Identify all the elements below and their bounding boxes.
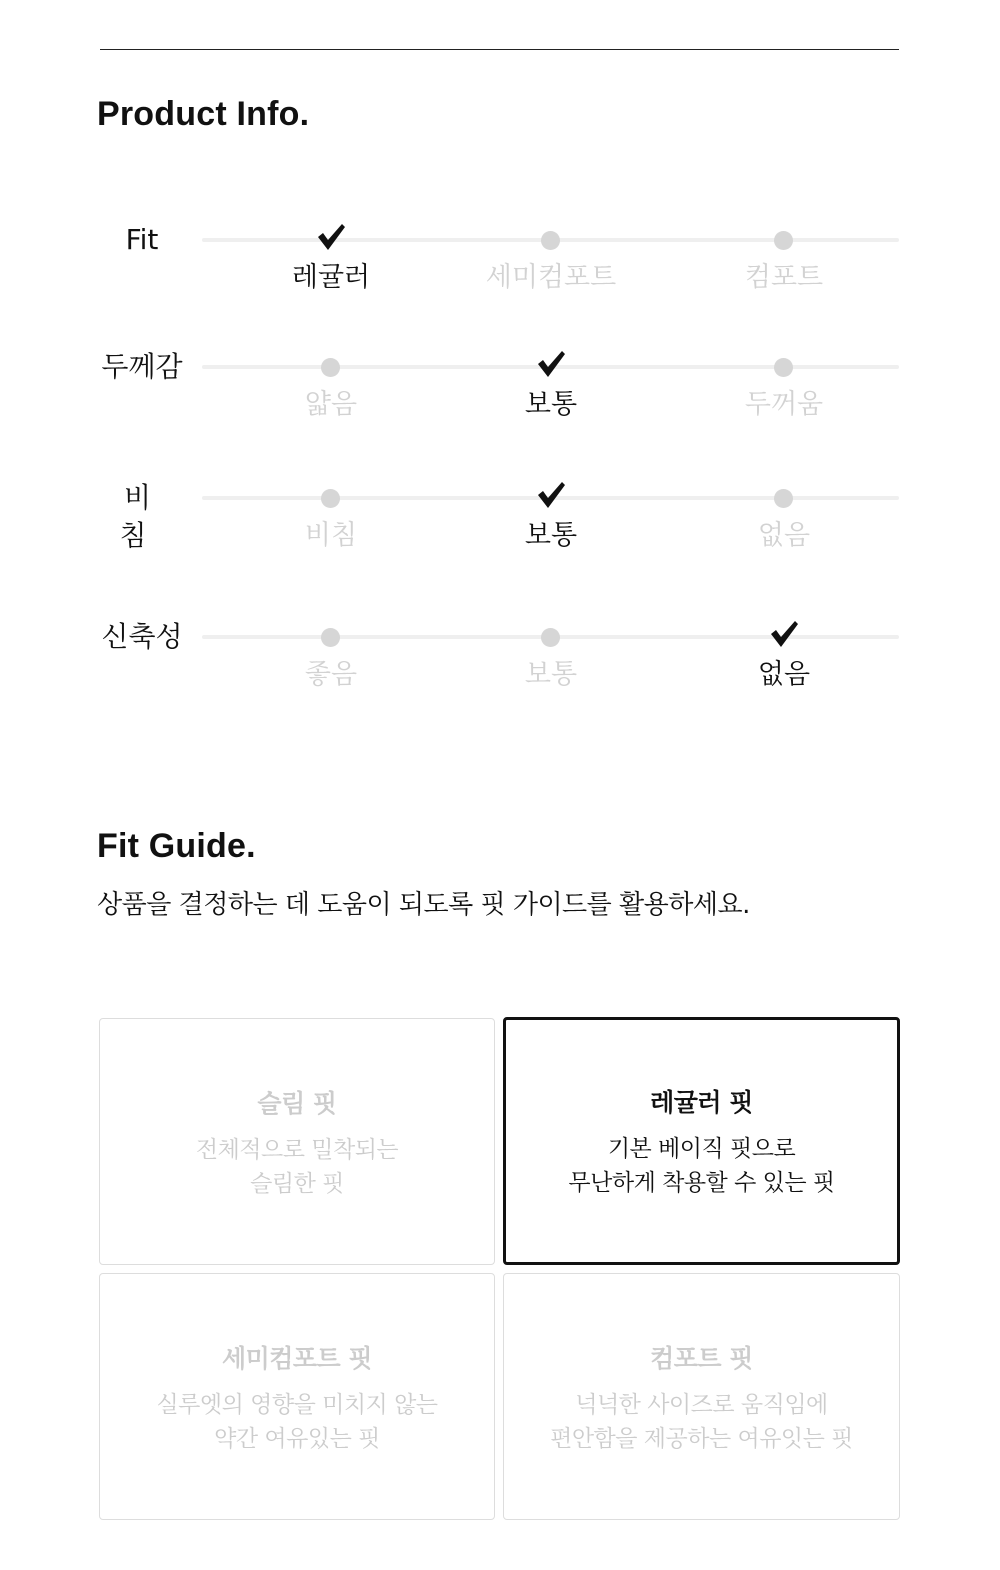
scale-option <box>231 367 431 447</box>
option-label: 컴포트 <box>744 262 824 293</box>
dot-icon <box>774 358 793 377</box>
check-icon <box>535 349 567 379</box>
option-label: 보통 <box>524 659 578 690</box>
fit-card-description-line: 슬림한 핏 <box>250 1171 344 1197</box>
fit-card-description-line: 넉넉한 사이즈로 움직임에 <box>575 1392 828 1418</box>
fit-card-description <box>506 1132 897 1200</box>
option-label: 비침 <box>304 520 358 551</box>
fit-card-slim[interactable] <box>99 1018 495 1265</box>
option-label: 세미컴포트 <box>485 262 617 293</box>
scale-option <box>684 240 884 320</box>
fit-guide-title: Fit Guide. <box>97 827 256 865</box>
fit-card-title: 레귤러 핏 <box>650 1088 753 1117</box>
option-label: 보통 <box>524 520 578 551</box>
scale-option <box>684 498 884 578</box>
scale-option <box>451 637 651 717</box>
dot-icon <box>321 489 340 508</box>
fit-card-semi-comfort[interactable] <box>99 1273 495 1520</box>
attribute-row-transparency <box>0 481 1000 578</box>
scale-option <box>231 498 431 578</box>
fit-card-description-line: 실루엣의 영향을 미치지 않는 <box>156 1392 438 1418</box>
check-icon <box>768 619 800 649</box>
dot-icon <box>774 231 793 250</box>
attribute-label: 신축성 <box>101 620 183 653</box>
scale-option <box>684 367 884 447</box>
dot-icon <box>541 628 560 647</box>
fit-card-description-line: 약간 여유있는 핏 <box>214 1426 380 1452</box>
fit-card-description <box>100 1388 494 1456</box>
fit-card-title: 세미컴포트 핏 <box>221 1344 373 1373</box>
scale-option <box>231 637 431 717</box>
option-label: 얇음 <box>304 389 358 420</box>
attribute-row-thickness <box>0 350 1000 447</box>
option-label: 없음 <box>757 520 811 551</box>
option-label: 두꺼움 <box>744 389 824 420</box>
check-icon <box>535 480 567 510</box>
dot-icon <box>321 628 340 647</box>
top-divider <box>100 49 899 50</box>
fit-card-title: 슬림 핏 <box>257 1089 337 1118</box>
option-label: 보통 <box>524 389 578 420</box>
fit-card-description-line: 편안함을 제공하는 여유잇는 핏 <box>550 1426 853 1452</box>
fit-card-description <box>100 1133 494 1201</box>
option-label: 레귤러 <box>291 262 371 293</box>
scale-option-selected <box>231 240 431 320</box>
fit-card-title: 컴포트 핏 <box>650 1344 753 1373</box>
fit-card-description-line: 무난하게 착용할 수 있는 핏 <box>568 1170 835 1196</box>
fit-guide-description: 상품을 결정하는 데 도움이 되도록 핏 가이드를 활용하세요. <box>97 890 750 920</box>
attribute-label: 두께감 <box>101 350 183 383</box>
scale-option <box>451 240 651 320</box>
fit-card-description <box>504 1388 899 1456</box>
fit-card-regular[interactable] <box>503 1017 900 1265</box>
attribute-row-fit <box>0 223 1000 320</box>
dot-icon <box>541 231 560 250</box>
option-label: 없음 <box>757 659 811 690</box>
product-info-title: Product Info. <box>97 95 310 133</box>
attribute-row-elasticity <box>0 620 1000 717</box>
attribute-label: Fit <box>125 223 159 256</box>
scale-option-selected <box>451 367 651 447</box>
dot-icon <box>321 358 340 377</box>
scale-option-selected <box>684 637 884 717</box>
fit-card-comfort[interactable] <box>503 1273 900 1520</box>
option-label: 좋음 <box>304 659 358 690</box>
fit-card-description-line: 전체적으로 밀착되는 <box>195 1137 399 1163</box>
scale-option-selected <box>451 498 651 578</box>
check-icon <box>315 222 347 252</box>
attribute-label: 비 침 <box>119 481 170 552</box>
dot-icon <box>774 489 793 508</box>
fit-card-description-line: 기본 베이직 핏으로 <box>607 1136 796 1162</box>
